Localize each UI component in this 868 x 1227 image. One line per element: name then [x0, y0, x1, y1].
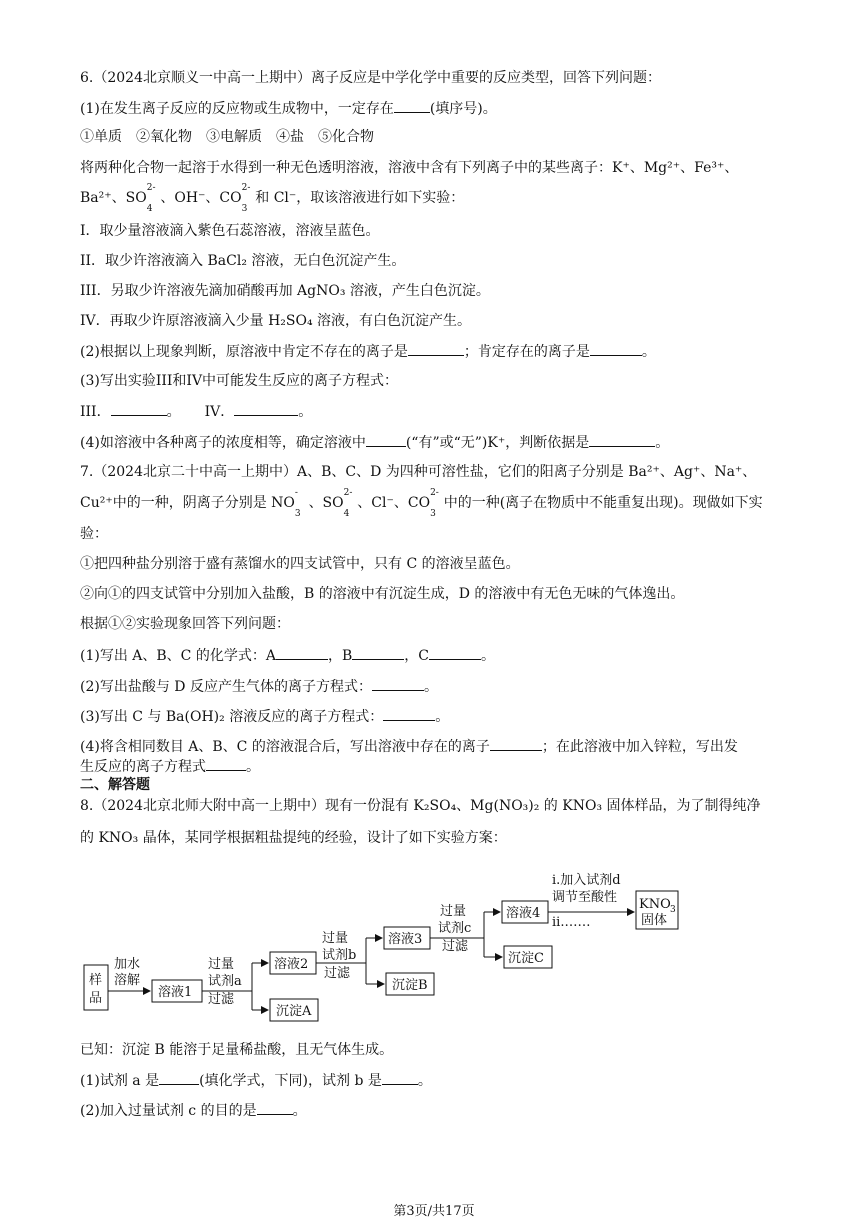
q7-line3: 验：: [80, 526, 108, 542]
answer-blank[interactable]: [234, 401, 298, 416]
q6-part3-answers: III． 。 IV． 。: [80, 401, 312, 422]
flow-label: 过滤: [208, 992, 235, 1007]
flow-label: 过滤: [442, 939, 469, 954]
flow-label: KNO: [639, 897, 671, 912]
q7-part4-cont: 生反应的离子方程式 。: [80, 756, 260, 777]
flow-label: 3: [670, 905, 676, 915]
flow-label: i.加入试剂d: [552, 873, 621, 888]
answer-blank[interactable]: [383, 706, 435, 721]
answer-blank[interactable]: [352, 645, 404, 660]
q8-line2: 的 KNO₃ 晶体，某同学根据粗盐提纯的经验，设计了如下实验方案：: [80, 830, 507, 846]
answer-blank[interactable]: [589, 432, 655, 447]
flow-label: 试剂c: [438, 921, 472, 936]
q7-step1: ①把四种盐分别溶于盛有蒸馏水的四支试管中，只有 C 的溶液呈蓝色。: [80, 556, 520, 572]
answer-blank[interactable]: [206, 756, 246, 771]
flow-label: 试剂b: [322, 948, 357, 963]
flow-label: 过量: [440, 904, 467, 919]
answer-blank[interactable]: [382, 1070, 418, 1085]
answer-blank[interactable]: [372, 676, 424, 691]
carbonate-charge: 2- 3: [430, 488, 439, 519]
answer-blank[interactable]: [257, 1100, 293, 1115]
flow-label: 样: [89, 973, 103, 988]
sulfate-charge: 2- 4: [343, 488, 353, 519]
q6-exp4: IV．再取少许原溶液滴入少量 H₂SO₄ 溶液，有白色沉淀产生。: [80, 313, 472, 329]
flow-label: ii.……: [552, 915, 591, 930]
page-footer: 第3页/共17页: [393, 1204, 475, 1219]
flow-label: 沉淀C: [508, 951, 544, 966]
sulfate-charge: 2- 4: [146, 183, 156, 214]
flow-label: 沉淀A: [276, 1004, 312, 1019]
answer-blank[interactable]: [366, 432, 406, 447]
q6-part4: (4)如溶液中各种离子的浓度相等，确定溶液中 (“有”或“无”)K⁺，判断依据是 。: [80, 432, 669, 453]
flow-label: 过量: [322, 931, 349, 946]
flow-label: 加水: [114, 957, 141, 972]
q6-intro-line1: 将两种化合物一起溶于水得到一种无色透明溶液，溶液中含有下列离子中的某些离子：K⁺、Mg²⁺、Fe³⁺、: [80, 160, 739, 176]
q7-step2: ②向①的四支试管中分别加入盐酸，B 的溶液中有沉淀生成，D 的溶液中有无色无味的气体逸出。: [80, 586, 685, 602]
q7-basis: 根据①②实验现象回答下列问题：: [80, 616, 290, 632]
flow-label: 品: [89, 991, 103, 1006]
q6-exp1: I．取少量溶液滴入紫色石蕊溶液，溶液呈蓝色。: [80, 223, 380, 239]
flow-label: 溶液4: [506, 906, 541, 921]
flow-label: 过量: [208, 957, 235, 972]
q7-part3: (3)写出 C 与 Ba(OH)₂ 溶液反应的离子方程式： 。: [80, 706, 449, 727]
section-heading: 二、解答题: [80, 777, 150, 793]
answer-blank[interactable]: [111, 401, 167, 416]
q8-part2: (2)加入过量试剂 c 的目的是 。: [80, 1100, 307, 1121]
flow-label: 调节至酸性: [552, 890, 618, 905]
answer-blank[interactable]: [408, 341, 464, 356]
answer-blank[interactable]: [394, 98, 430, 113]
answer-blank[interactable]: [429, 645, 481, 660]
q7-heading: 7.（2024北京二十中高一上期中）A、B、C、D 为四种可溶性盐，它们的阳离子分别是 Ba²⁺、Ag⁺、Na⁺、: [80, 464, 757, 480]
q6-exp2: II．取少许溶液滴入 BaCl₂ 溶液，无白色沉淀产生。: [80, 253, 406, 269]
flow-label: 固体: [641, 913, 668, 928]
process-flow-diagram: [80, 868, 700, 1028]
q7-part4: (4)将含相同数目 A、B、C 的溶液混合后，写出溶液中存在的离子 ；在此溶液中加入锌粒，写出发: [80, 736, 738, 757]
q7-part2: (2)写出盐酸与 D 反应产生气体的离子方程式： 。: [80, 676, 438, 697]
q6-heading: 6.（2024北京顺义一中高一上期中）离子反应是中学化学中重要的反应类型，回答下列问题：: [80, 70, 661, 86]
flow-label: 溶液2: [274, 957, 309, 972]
answer-blank[interactable]: [490, 736, 542, 751]
answer-blank[interactable]: [159, 1070, 199, 1085]
flow-label: 过滤: [324, 966, 351, 981]
q6-options: ①单质 ②氧化物 ③电解质 ④盐 ⑤化合物: [80, 129, 374, 145]
flow-label: 溶液3: [388, 932, 423, 947]
q7-part1: (1)写出 A、B、C 的化学式：A ，B ，C 。: [80, 645, 495, 666]
flow-label: 溶液1: [158, 985, 193, 1000]
q7-line2: Cu²⁺中的一种，阴离子分别是 NO - 3 、SO 2- 4 、Cl⁻、CO 2- 3 中的一种(离子在物质中不能重复出现)。现做如下实: [80, 488, 763, 519]
q8-known: 已知：沉淀 B 能溶于足量稀盐酸，且无气体生成。: [80, 1042, 394, 1058]
q8-part1: (1)试剂 a 是 (填化学式，下同)，试剂 b 是 。: [80, 1070, 432, 1091]
q6-part2: (2)根据以上现象判断，原溶液中肯定不存在的离子是 ；肯定存在的离子是 。: [80, 341, 656, 362]
q6-part3: (3)写出实验III和IV中可能发生反应的离子方程式：: [80, 373, 399, 389]
flow-label: 溶解: [114, 973, 141, 988]
flow-label: 试剂a: [208, 974, 242, 989]
q8-heading: 8.（2024北京北师大附中高一上期中）现有一份混有 K₂SO₄、Mg(NO₃)₂ 的 KNO₃ 固体样品，为了制得纯净: [80, 798, 761, 814]
answer-blank[interactable]: [590, 341, 642, 356]
nitrate-charge: - 3: [294, 488, 301, 519]
carbonate-charge: 2- 3: [241, 183, 251, 214]
q6-exp3: III．另取少许溶液先滴加硝酸再加 AgNO₃ 溶液，产生白色沉淀。: [80, 283, 490, 299]
q6-intro-line2: Ba²⁺、SO 2- 4 、OH⁻、CO 2- 3 和 Cl⁻，取该溶液进行如下实验：: [80, 183, 465, 214]
q6-part1: (1)在发生离子反应的反应物或生成物中，一定存在 (填序号)。: [80, 98, 497, 119]
flow-label: 沉淀B: [392, 978, 428, 993]
answer-blank[interactable]: [276, 645, 328, 660]
